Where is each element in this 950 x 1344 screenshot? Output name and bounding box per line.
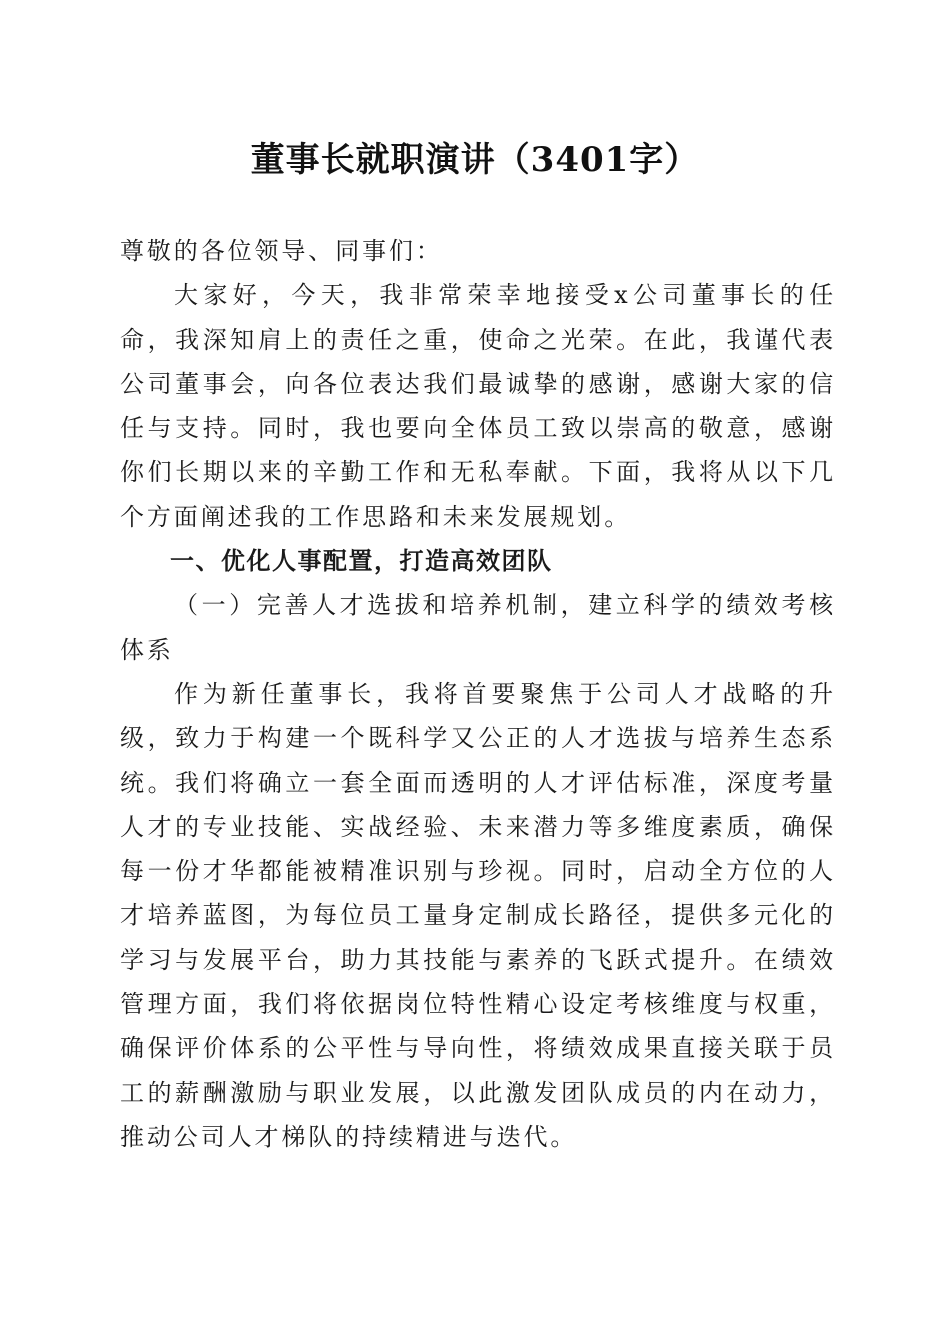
salutation: 尊敬的各位领导、同事们： [120, 237, 443, 265]
intro-paragraph: 大家好，今天，我非常荣幸地接受x公司董事长的任命，我深知肩上的责任之重，使命之光荣。在此，我谨代表公司董事会，向各位表达我们最诚挚的感谢，感谢大家的信任与支持。同时，我也要向全体员工致以崇高的敬意，感谢你们长期以来的辛勤工作和无私奉献。下面，我将从以下几个方面阐述我的工作思路和未来发展规划。 [120, 281, 836, 531]
document-title: 董事长就职演讲（3401字） [250, 140, 700, 180]
section-heading: 一、优化人事配置，打造高效团队 [170, 547, 553, 576]
document-body [120, 229, 836, 1159]
subsection-heading: （一）完善人才选拔和培养机制，建立科学的绩效考核体系 [120, 591, 836, 664]
body-paragraph: 作为新任董事长，我将首要聚焦于公司人才战略的升级，致力于构建一个既科学又公正的人才选拔与培养生态系统。我们将确立一套全面而透明的人才评估标准，深度考量人才的专业技能、实战经验、未来潜力等多维度素质，确保每一份才华都能被精准识别与珍视。同时，启动全方位的人才培养蓝图，为每位员工量身定制成长路径，提供多元化的学习与发展平台，助力其技能与素养的飞跃式提升。在绩效管理方面，我们将依据岗位特性精心设定考核维度与权重，确保评价体系的公平性与导向性，将绩效成果直接关联于员工的薪酬激励与职业发展，以此激发团队成员的内在动力，推动公司人才梯队的持续精进与迭代。 [120, 679, 836, 1151]
